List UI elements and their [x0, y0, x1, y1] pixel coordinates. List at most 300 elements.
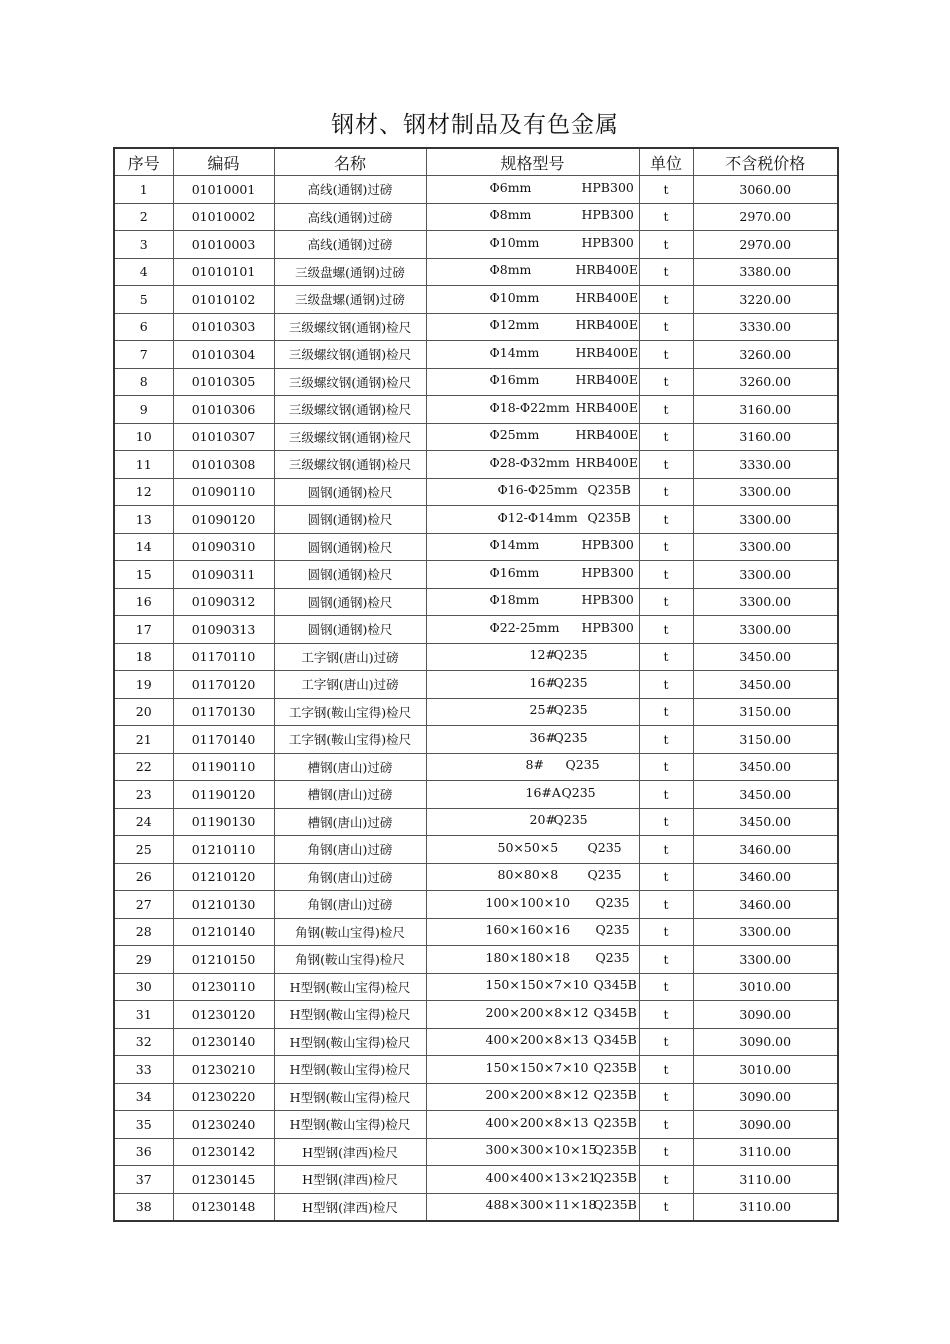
- row-number: 33: [114, 1056, 173, 1084]
- item-spec: [426, 781, 639, 809]
- item-price: 2970.00: [693, 231, 838, 259]
- item-unit: t: [639, 368, 693, 396]
- item-unit: t: [639, 698, 693, 726]
- table-row: [114, 561, 838, 589]
- table-row: [114, 313, 838, 341]
- spec-grade: Q235B: [593, 1169, 637, 1185]
- item-spec: [426, 863, 639, 891]
- item-name: 槽钢(唐山)过磅: [274, 808, 426, 836]
- item-price: 3450.00: [693, 643, 838, 671]
- row-number: 24: [114, 808, 173, 836]
- spec-grade: HRB400E: [575, 454, 638, 470]
- row-number: 21: [114, 726, 173, 754]
- item-spec: [426, 396, 639, 424]
- row-number: 10: [114, 423, 173, 451]
- item-spec: [426, 1166, 639, 1194]
- item-name: H型钢(鞍山宝得)检尺: [274, 1056, 426, 1084]
- spec-size: 50×50×5: [497, 839, 559, 855]
- column-header-no: 序号: [114, 148, 173, 176]
- spec-grade: Q235: [553, 729, 588, 745]
- item-price: 3110.00: [693, 1166, 838, 1194]
- row-number: 35: [114, 1111, 173, 1139]
- header-row: [114, 148, 838, 176]
- item-spec: [426, 698, 639, 726]
- spec-wrapper: [458, 1004, 637, 1021]
- table-row: [114, 1166, 838, 1194]
- spec-grade: Q235: [553, 702, 588, 718]
- spec-size: Φ16-Φ25mm: [497, 482, 578, 498]
- price-table: [113, 147, 839, 1222]
- table-row: [114, 1056, 838, 1084]
- item-name: 工字钢(唐山)过磅: [274, 643, 426, 671]
- table-row: [114, 231, 838, 259]
- spec-grade: Q235B: [587, 482, 631, 498]
- spec-size: Φ18mm: [489, 592, 540, 608]
- row-number: 28: [114, 918, 173, 946]
- spec-wrapper: [458, 317, 638, 333]
- spec-grade: Q235: [553, 647, 588, 663]
- spec-size: Φ16mm: [489, 372, 540, 388]
- item-unit: t: [639, 313, 693, 341]
- item-spec: [426, 616, 639, 644]
- item-price: 3300.00: [693, 506, 838, 534]
- item-unit: t: [639, 808, 693, 836]
- item-name: H型钢(鞍山宝得)检尺: [274, 1083, 426, 1111]
- item-spec: [426, 1056, 639, 1084]
- spec-size: 400×200×8×13: [485, 1114, 589, 1130]
- item-code: 01190120: [173, 781, 274, 809]
- spec-grade: Q235B: [593, 1142, 637, 1158]
- spec-grade: Q235: [565, 757, 600, 773]
- column-header-unit: 单位: [639, 148, 693, 176]
- spec-wrapper: [458, 564, 634, 581]
- table-row: [114, 1138, 838, 1166]
- spec-grade: Q235B: [593, 1059, 637, 1075]
- item-name: 角钢(鞍山宝得)检尺: [274, 918, 426, 946]
- spec-size: Φ12-Φ14mm: [497, 509, 578, 525]
- item-unit: t: [639, 671, 693, 699]
- item-name: H型钢(鞍山宝得)检尺: [274, 1001, 426, 1029]
- spec-wrapper: [458, 757, 608, 773]
- item-price: 3150.00: [693, 726, 838, 754]
- item-price: 3330.00: [693, 451, 838, 479]
- item-unit: t: [639, 258, 693, 286]
- row-number: 18: [114, 643, 173, 671]
- item-price: 3300.00: [693, 616, 838, 644]
- item-code: 01230210: [173, 1056, 274, 1084]
- spec-grade: Q235: [595, 949, 630, 965]
- item-price: 3450.00: [693, 781, 838, 809]
- item-spec: [426, 918, 639, 946]
- spec-grade: Q235B: [593, 1087, 637, 1103]
- item-price: 3460.00: [693, 891, 838, 919]
- spec-size: Φ16mm: [489, 564, 540, 580]
- item-code: 01010003: [173, 231, 274, 259]
- spec-size: 180×180×18: [485, 949, 571, 965]
- spec-size: 150×150×7×10: [485, 977, 589, 993]
- item-price: 3260.00: [693, 341, 838, 369]
- item-code: 01230120: [173, 1001, 274, 1029]
- item-code: 01010308: [173, 451, 274, 479]
- item-code: 01090310: [173, 533, 274, 561]
- spec-wrapper: [458, 454, 638, 471]
- spec-wrapper: [458, 894, 630, 911]
- item-unit: t: [639, 946, 693, 974]
- item-price: 3090.00: [693, 1111, 838, 1139]
- spec-size: Φ6mm: [489, 179, 532, 195]
- item-price: 3090.00: [693, 1028, 838, 1056]
- item-code: 01010002: [173, 203, 274, 231]
- spec-grade: HPB300: [581, 592, 634, 608]
- item-name: 圆钢(通钢)检尺: [274, 533, 426, 561]
- spec-wrapper: [458, 262, 638, 278]
- spec-wrapper: [458, 537, 634, 553]
- spec-size: Φ12mm: [489, 317, 540, 333]
- item-code: 01090311: [173, 561, 274, 589]
- item-price: 3090.00: [693, 1083, 838, 1111]
- item-unit: t: [639, 891, 693, 919]
- table-row: [114, 341, 838, 369]
- item-name: 三级螺纹钢(通钢)检尺: [274, 368, 426, 396]
- table-row: [114, 1001, 838, 1029]
- item-code: 01230140: [173, 1028, 274, 1056]
- item-unit: t: [639, 1193, 693, 1221]
- item-name: H型钢(津西)检尺: [274, 1138, 426, 1166]
- item-spec: [426, 726, 639, 754]
- item-code: 01010307: [173, 423, 274, 451]
- item-unit: t: [639, 973, 693, 1001]
- table-row: [114, 836, 838, 864]
- row-number: 26: [114, 863, 173, 891]
- spec-size: Φ14mm: [489, 537, 540, 553]
- item-unit: t: [639, 176, 693, 204]
- item-unit: t: [639, 863, 693, 891]
- item-name: 工字钢(鞍山宝得)检尺: [274, 698, 426, 726]
- spec-size: Φ18-Φ22mm: [489, 399, 570, 415]
- item-unit: t: [639, 1083, 693, 1111]
- item-spec: [426, 561, 639, 589]
- spec-grade: Q235B: [587, 509, 631, 525]
- row-number: 29: [114, 946, 173, 974]
- item-unit: t: [639, 1166, 693, 1194]
- row-number: 11: [114, 451, 173, 479]
- item-spec: [426, 341, 639, 369]
- item-spec: [426, 1138, 639, 1166]
- item-code: 01230145: [173, 1166, 274, 1194]
- spec-grade: Q235: [587, 839, 622, 855]
- item-unit: t: [639, 231, 693, 259]
- item-code: 01170110: [173, 643, 274, 671]
- table-row: [114, 588, 838, 616]
- spec-size: 16#A: [525, 784, 561, 800]
- spec-size: 12#: [529, 647, 556, 663]
- spec-grade: HRB400E: [575, 344, 638, 360]
- table-row: [114, 616, 838, 644]
- column-header-name: 名称: [274, 148, 426, 176]
- spec-wrapper: [458, 207, 634, 223]
- table-row: [114, 946, 838, 974]
- spec-wrapper: [458, 1169, 637, 1186]
- spec-grade: HPB300: [581, 179, 634, 195]
- item-name: 圆钢(通钢)检尺: [274, 588, 426, 616]
- item-spec: [426, 643, 639, 671]
- table-row: [114, 396, 838, 424]
- item-price: 3060.00: [693, 176, 838, 204]
- spec-wrapper: [458, 289, 638, 306]
- item-price: 3010.00: [693, 973, 838, 1001]
- spec-grade: HPB300: [581, 537, 634, 553]
- table-row: [114, 533, 838, 561]
- row-number: 8: [114, 368, 173, 396]
- item-code: 01010303: [173, 313, 274, 341]
- spec-grade: HPB300: [581, 207, 634, 223]
- item-spec: [426, 176, 639, 204]
- item-code: 01010102: [173, 286, 274, 314]
- row-number: 27: [114, 891, 173, 919]
- item-name: 三级螺纹钢(通钢)检尺: [274, 341, 426, 369]
- item-unit: t: [639, 1001, 693, 1029]
- item-code: 01010306: [173, 396, 274, 424]
- column-header-code: 编码: [173, 148, 274, 176]
- item-name: 工字钢(唐山)过磅: [274, 671, 426, 699]
- item-price: 3150.00: [693, 698, 838, 726]
- item-unit: t: [639, 451, 693, 479]
- item-unit: t: [639, 643, 693, 671]
- spec-wrapper: [458, 812, 608, 828]
- spec-grade: Q235B: [593, 1114, 637, 1130]
- item-code: 01210150: [173, 946, 274, 974]
- spec-wrapper: [458, 592, 634, 608]
- row-number: 12: [114, 478, 173, 506]
- spec-grade: Q235: [587, 867, 622, 883]
- item-price: 3300.00: [693, 561, 838, 589]
- item-spec: [426, 203, 639, 231]
- row-number: 19: [114, 671, 173, 699]
- row-number: 16: [114, 588, 173, 616]
- spec-wrapper: [458, 344, 638, 361]
- item-price: 3450.00: [693, 808, 838, 836]
- item-price: 3300.00: [693, 478, 838, 506]
- item-name: 高线(通钢)过磅: [274, 231, 426, 259]
- spec-size: 150×150×7×10: [485, 1059, 589, 1075]
- item-price: 3300.00: [693, 918, 838, 946]
- table-row: [114, 808, 838, 836]
- table-row: [114, 698, 838, 726]
- item-unit: t: [639, 836, 693, 864]
- row-number: 23: [114, 781, 173, 809]
- item-price: 3300.00: [693, 588, 838, 616]
- spec-wrapper: [458, 482, 631, 498]
- spec-grade: Q345B: [593, 977, 637, 993]
- table-row: [114, 423, 838, 451]
- spec-size: 300×300×10×15: [485, 1142, 597, 1158]
- item-unit: t: [639, 918, 693, 946]
- item-code: 01090313: [173, 616, 274, 644]
- spec-size: 200×200×8×12: [485, 1004, 589, 1020]
- item-code: 01170130: [173, 698, 274, 726]
- item-unit: t: [639, 753, 693, 781]
- item-name: 槽钢(唐山)过磅: [274, 781, 426, 809]
- spec-wrapper: [458, 179, 634, 196]
- item-price: 3110.00: [693, 1138, 838, 1166]
- item-spec: [426, 588, 639, 616]
- spec-size: 25#: [529, 702, 556, 718]
- table-row: [114, 643, 838, 671]
- spec-grade: HPB300: [581, 234, 634, 250]
- item-unit: t: [639, 781, 693, 809]
- row-number: 15: [114, 561, 173, 589]
- row-number: 6: [114, 313, 173, 341]
- spec-grade: HPB300: [581, 619, 634, 635]
- item-code: 01010304: [173, 341, 274, 369]
- item-name: 高线(通钢)过磅: [274, 176, 426, 204]
- item-spec: [426, 1083, 639, 1111]
- table-row: [114, 1083, 838, 1111]
- row-number: 17: [114, 616, 173, 644]
- item-price: 3300.00: [693, 533, 838, 561]
- item-spec: [426, 973, 639, 1001]
- row-number: 5: [114, 286, 173, 314]
- table-row: [114, 506, 838, 534]
- spec-wrapper: [458, 977, 637, 993]
- table-row: [114, 451, 838, 479]
- spec-wrapper: [458, 922, 630, 938]
- item-unit: t: [639, 1056, 693, 1084]
- spec-size: Φ28-Φ32mm: [489, 454, 570, 470]
- item-spec: [426, 1111, 639, 1139]
- item-name: 三级螺纹钢(通钢)检尺: [274, 396, 426, 424]
- item-name: H型钢(鞍山宝得)检尺: [274, 1111, 426, 1139]
- item-name: 圆钢(通钢)检尺: [274, 506, 426, 534]
- spec-wrapper: [458, 1059, 637, 1076]
- spec-size: 200×200×8×12: [485, 1087, 589, 1103]
- item-name: 圆钢(通钢)检尺: [274, 616, 426, 644]
- spec-wrapper: [458, 509, 631, 526]
- item-code: 01090312: [173, 588, 274, 616]
- item-code: 01170120: [173, 671, 274, 699]
- table-row: [114, 863, 838, 891]
- spec-wrapper: [458, 867, 622, 883]
- item-name: 高线(通钢)过磅: [274, 203, 426, 231]
- item-unit: t: [639, 1138, 693, 1166]
- item-price: 3220.00: [693, 286, 838, 314]
- row-number: 30: [114, 973, 173, 1001]
- item-code: 01090110: [173, 478, 274, 506]
- item-spec: [426, 1001, 639, 1029]
- spec-wrapper: [458, 647, 608, 663]
- item-spec: [426, 1193, 639, 1221]
- item-spec: [426, 231, 639, 259]
- item-name: 角钢(鞍山宝得)检尺: [274, 946, 426, 974]
- spec-wrapper: [458, 234, 634, 251]
- item-code: 01210140: [173, 918, 274, 946]
- item-code: 01010101: [173, 258, 274, 286]
- item-price: 2970.00: [693, 203, 838, 231]
- item-unit: t: [639, 341, 693, 369]
- table-row: [114, 478, 838, 506]
- table-row: [114, 726, 838, 754]
- row-number: 34: [114, 1083, 173, 1111]
- item-name: 三级螺纹钢(通钢)检尺: [274, 423, 426, 451]
- spec-wrapper: [458, 949, 630, 966]
- item-unit: t: [639, 478, 693, 506]
- item-unit: t: [639, 588, 693, 616]
- spec-grade: Q235: [553, 812, 588, 828]
- document-title: 钢材、钢材制品及有色金属: [331, 112, 619, 138]
- item-spec: [426, 836, 639, 864]
- item-name: 三级盘螺(通钢)过磅: [274, 286, 426, 314]
- spec-wrapper: [458, 1142, 637, 1158]
- item-price: 3110.00: [693, 1193, 838, 1221]
- spec-size: Φ10mm: [489, 234, 540, 250]
- item-code: 01190110: [173, 753, 274, 781]
- item-spec: [426, 891, 639, 919]
- spec-size: 16#: [529, 674, 556, 690]
- spec-size: 80×80×8: [497, 867, 559, 883]
- item-code: 01010305: [173, 368, 274, 396]
- row-number: 7: [114, 341, 173, 369]
- item-spec: [426, 533, 639, 561]
- table-row: [114, 671, 838, 699]
- item-name: 圆钢(通钢)检尺: [274, 561, 426, 589]
- row-number: 20: [114, 698, 173, 726]
- spec-grade: Q235: [595, 894, 630, 910]
- item-code: 01210110: [173, 836, 274, 864]
- spec-wrapper: [458, 785, 608, 801]
- table-row: [114, 1028, 838, 1056]
- spec-size: Φ25mm: [489, 427, 540, 443]
- item-name: H型钢(津西)检尺: [274, 1166, 426, 1194]
- table-row: [114, 781, 838, 809]
- item-code: 01170140: [173, 726, 274, 754]
- item-spec: [426, 506, 639, 534]
- item-code: 01230142: [173, 1138, 274, 1166]
- spec-grade: HRB400E: [575, 262, 638, 278]
- item-price: 3460.00: [693, 863, 838, 891]
- spec-grade: HRB400E: [575, 427, 638, 443]
- spec-grade: HRB400E: [575, 289, 638, 305]
- item-code: 01210130: [173, 891, 274, 919]
- column-header-spec: 规格型号: [426, 148, 639, 176]
- row-number: 4: [114, 258, 173, 286]
- spec-size: 20#: [529, 812, 556, 828]
- item-price: 3460.00: [693, 836, 838, 864]
- item-unit: t: [639, 616, 693, 644]
- row-number: 9: [114, 396, 173, 424]
- item-unit: t: [639, 726, 693, 754]
- spec-size: Φ14mm: [489, 344, 540, 360]
- spec-grade: Q345B: [593, 1004, 637, 1020]
- item-price: 3330.00: [693, 313, 838, 341]
- item-price: 3160.00: [693, 396, 838, 424]
- column-header-price: 不含税价格: [693, 148, 838, 176]
- table-row: [114, 973, 838, 1001]
- spec-size: 400×400×13×21: [485, 1169, 597, 1185]
- item-code: 01190130: [173, 808, 274, 836]
- table-row: [114, 368, 838, 396]
- table-row: [114, 753, 838, 781]
- item-spec: [426, 313, 639, 341]
- item-name: 圆钢(通钢)检尺: [274, 478, 426, 506]
- row-number: 1: [114, 176, 173, 204]
- item-unit: t: [639, 286, 693, 314]
- item-name: 角钢(唐山)过磅: [274, 863, 426, 891]
- spec-size: 160×160×16: [485, 922, 571, 938]
- spec-size: 8#: [525, 757, 544, 773]
- item-spec: [426, 808, 639, 836]
- table-row: [114, 1111, 838, 1139]
- item-name: 三级盘螺(通钢)过磅: [274, 258, 426, 286]
